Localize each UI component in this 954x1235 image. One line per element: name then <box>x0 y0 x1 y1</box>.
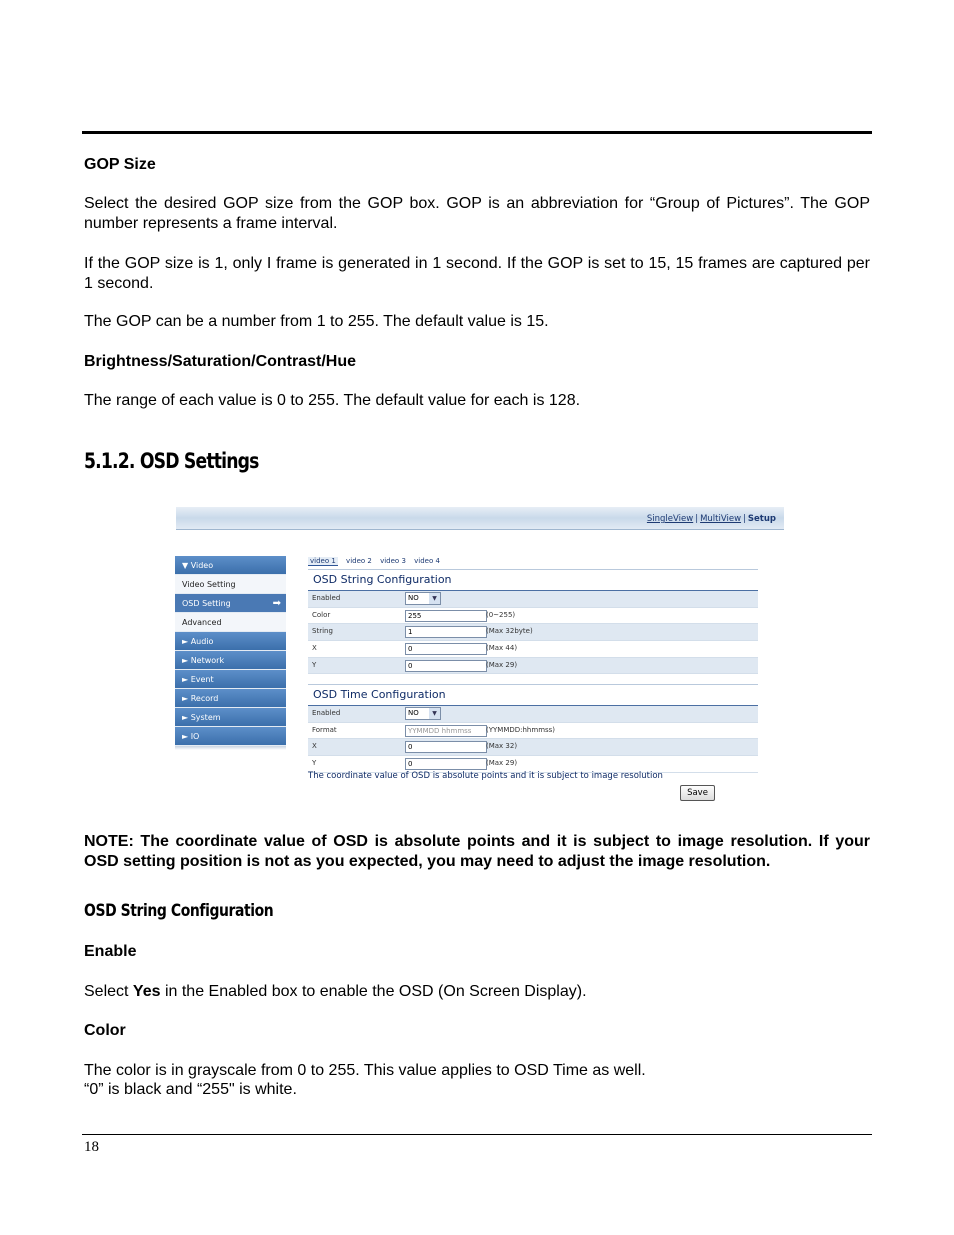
nav-singleview[interactable]: SingleView <box>646 514 694 524</box>
bsch-heading: Brightness/Saturation/Contrast/Hue <box>84 353 357 370</box>
sidebar-item-record[interactable]: ► Record <box>175 689 286 708</box>
row-format: Format YYMMDD hhmmss (YYMMDD:hhmmss) <box>308 723 758 740</box>
tab-video-2[interactable]: video 2 <box>346 557 372 565</box>
row-y: Y 0 (Max 29) <box>308 756 758 773</box>
sidebar-item-osd-setting[interactable]: OSD Setting ➡ <box>175 594 286 613</box>
top-bar <box>176 507 784 530</box>
gop-heading: GOP Size <box>84 156 156 173</box>
tab-video-1[interactable]: video 1 <box>310 557 336 565</box>
note-paragraph: NOTE: The coordinate value of OSD is absolute points and it is subject to image resolution. If your OSD setting position is not as you expected, you may need to adjust the image resolution. <box>84 833 870 870</box>
color-paragraph-1: The color is in grayscale from 0 to 255. This value applies to OSD Time as well. <box>84 1062 646 1079</box>
time-x-input[interactable]: 0 <box>405 741 487 753</box>
time-y-input[interactable]: 0 <box>405 758 487 770</box>
top-nav <box>647 514 776 524</box>
row-x: X 0 (Max 32) <box>308 739 758 756</box>
enabled-select[interactable]: NO ▼ <box>405 592 441 605</box>
row-x: X 0 (Max 44) <box>308 641 758 658</box>
format-input[interactable]: YYMMDD hhmmss <box>405 725 487 737</box>
nav-separator: | <box>695 514 699 524</box>
sidebar-item-network[interactable]: ► Network <box>175 651 286 670</box>
sidebar-item-video[interactable]: ▼ Video <box>175 556 286 575</box>
osd-time-panel <box>308 684 758 773</box>
row-string: String 1 (Max 32byte) <box>308 624 758 641</box>
sidebar-item-event[interactable]: ► Event <box>175 670 286 689</box>
row-color: Color 255 (0~255) <box>308 608 758 625</box>
panel-title: OSD String Configuration <box>308 569 758 591</box>
string-input[interactable]: 1 <box>405 626 487 638</box>
chevron-down-icon: ▼ <box>429 708 440 719</box>
gop-paragraph-1: Select the desired GOP size from the GOP box. GOP is an abbreviation for “Group of Pictures”. The GOP number represents a frame interval. <box>84 195 870 232</box>
sidebar-item-system[interactable]: ► System <box>175 708 286 727</box>
sidebar-item-advanced[interactable]: Advanced <box>175 613 286 632</box>
gop-paragraph-2: If the GOP size is 1, only I frame is generated in 1 second. If the GOP is set to 15, 15 frames are captured per 1 second. <box>84 255 870 292</box>
x-input[interactable]: 0 <box>405 643 487 655</box>
enable-heading: Enable <box>84 943 137 960</box>
nav-separator: | <box>743 514 746 524</box>
gop-paragraph-3: The GOP can be a number from 1 to 255. The default value is 15. <box>84 313 549 330</box>
coordinate-note: The coordinate value of OSD is absolute points and it is subject to image resolution <box>308 771 663 781</box>
color-heading: Color <box>84 1022 126 1039</box>
panel-title: OSD Time Configuration <box>308 684 758 706</box>
tab-video-4[interactable]: video 4 <box>414 557 440 565</box>
chevron-down-icon: ▼ <box>429 593 440 604</box>
osd-string-config-heading: OSD String Configuration <box>84 901 274 921</box>
footer-rule <box>82 1134 872 1135</box>
y-input[interactable]: 0 <box>405 660 487 672</box>
sidebar-item-io[interactable]: ► IO <box>175 727 286 746</box>
nav-multiview[interactable]: MultiView <box>700 514 742 524</box>
row-enabled: Enabled NO ▼ <box>308 706 758 723</box>
nav-setup[interactable]: Setup <box>747 514 776 524</box>
row-enabled: Enabled NO ▼ <box>308 591 758 608</box>
video-tabs <box>308 557 446 565</box>
enable-paragraph: Select Yes in the Enabled box to enable the OSD (On Screen Display). <box>84 983 587 1000</box>
sidebar-item-video-setting[interactable]: Video Setting <box>175 575 286 594</box>
color-paragraph-2: “0” is black and “255" is white. <box>84 1081 297 1098</box>
save-button[interactable]: Save <box>680 785 715 801</box>
header-rule <box>82 131 872 134</box>
osd-string-panel <box>308 569 758 674</box>
osd-settings-heading: 5.1.2. OSD Settings <box>84 449 259 473</box>
color-input[interactable]: 255 <box>405 610 487 622</box>
osd-screenshot <box>175 505 785 805</box>
time-enabled-select[interactable]: NO ▼ <box>405 707 441 720</box>
tab-video-3[interactable]: video 3 <box>380 557 406 565</box>
page-number: 18 <box>84 1139 99 1155</box>
bsch-paragraph: The range of each value is 0 to 255. The default value for each is 128. <box>84 392 581 409</box>
sidebar-shadow <box>175 746 286 750</box>
sidebar <box>175 556 286 750</box>
arrow-right-icon: ➡ <box>272 598 281 609</box>
sidebar-item-audio[interactable]: ► Audio <box>175 632 286 651</box>
row-y: Y 0 (Max 29) <box>308 658 758 675</box>
